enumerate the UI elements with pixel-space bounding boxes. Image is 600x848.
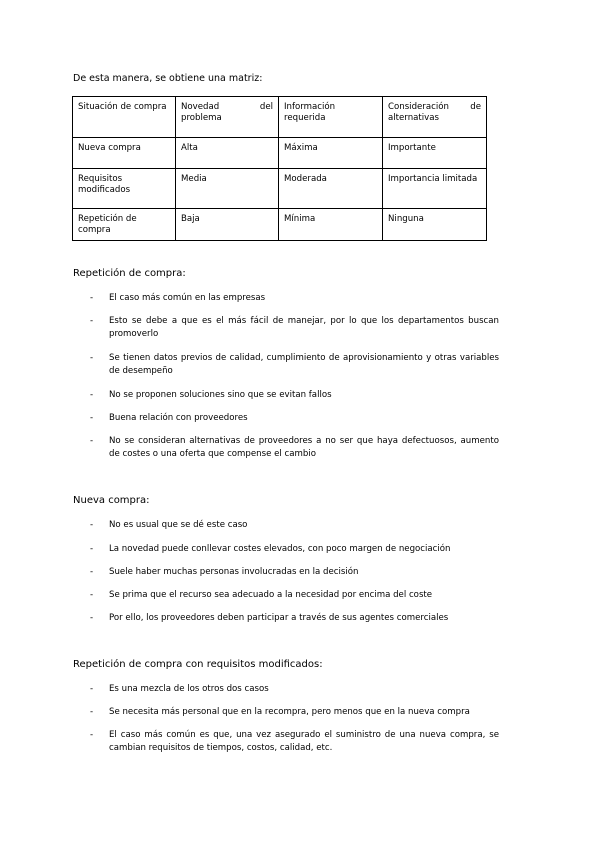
bullet-dash: -	[90, 707, 94, 717]
list-item: - El caso más común en las empresas	[90, 293, 266, 303]
list-item: - Se necesita más personal que en la recompra, pero menos que en la nueva compra	[90, 707, 470, 717]
bullet-dash: -	[90, 567, 94, 577]
list-item: - Por ello, los proveedores deben participar a través de sus agentes comerciales	[90, 613, 449, 623]
bullet-dash: -	[90, 613, 94, 623]
section-title: Repetición de compra con requisitos modificados:	[73, 659, 323, 670]
table-cell: Ninguna	[383, 209, 487, 241]
table-cell: Importante	[383, 138, 487, 169]
bullet-dash: -	[90, 353, 94, 363]
table-cell: Nueva compra	[73, 138, 176, 169]
table-cell: Repetición de compra	[73, 209, 176, 241]
table-header-cell: Situación de compra	[73, 97, 176, 138]
table-header-cell: Información requerida	[279, 97, 383, 138]
list-item: - La novedad puede conllevar costes elevados, con poco margen de negociación	[90, 544, 451, 554]
table-cell: Máxima	[279, 138, 383, 169]
table-cell: Requisitos modificados	[73, 169, 176, 209]
table-cell: Importancia limitada	[383, 169, 487, 209]
purchase-matrix-table	[72, 96, 487, 241]
intro-text: De esta manera, se obtiene una matriz:	[73, 73, 263, 84]
table-row	[73, 169, 487, 209]
bullet-dash: -	[90, 684, 94, 694]
list-item: - Esto se debe a que es el más fácil de manejar, por lo que los departamentos buscan promoverlo	[90, 316, 499, 339]
bullet-dash: -	[90, 544, 94, 554]
list-item: - Es una mezcla de los otros dos casos	[90, 684, 269, 694]
list-item: - Se tienen datos previos de calidad, cumplimiento de aprovisionamiento y otras variables de desempeño	[90, 353, 499, 376]
table-cell: Alta	[176, 138, 279, 169]
table-cell: Baja	[176, 209, 279, 241]
bullet-dash: -	[90, 436, 94, 446]
section-title: Repetición de compra:	[73, 268, 186, 279]
bullet-dash: -	[90, 390, 94, 400]
list-item: - El caso más común es que, una vez asegurado el suministro de una nueva compra, se cambian requisitos de tiempos, costos, calidad, etc.	[90, 730, 499, 753]
table-header-cell: Novedad del problema	[176, 97, 279, 138]
table-cell: Media	[176, 169, 279, 209]
table-row	[73, 138, 487, 169]
table-cell: Mínima	[279, 209, 383, 241]
table-cell: Moderada	[279, 169, 383, 209]
table-header-cell: Consideración de alternativas	[383, 97, 487, 138]
bullet-dash: -	[90, 520, 94, 530]
bullet-dash: -	[90, 730, 94, 740]
section-title: Nueva compra:	[73, 495, 150, 506]
bullet-dash: -	[90, 590, 94, 600]
list-item: - Suele haber muchas personas involucradas en la decisión	[90, 567, 359, 577]
list-item: - No se consideran alternativas de proveedores a no ser que haya defectuosos, aumento de costes o una oferta que compense el cambio	[90, 436, 499, 459]
list-item: - Buena relación con proveedores	[90, 413, 248, 423]
list-item: - No se proponen soluciones sino que se evitan fallos	[90, 390, 332, 400]
bullet-dash: -	[90, 316, 94, 326]
bullet-dash: -	[90, 413, 94, 423]
bullet-dash: -	[90, 293, 94, 303]
list-item: - Se prima que el recurso sea adecuado a la necesidad por encima del coste	[90, 590, 433, 600]
table-row	[73, 209, 487, 241]
list-item: - No es usual que se dé este caso	[90, 520, 248, 530]
table-header-row	[73, 97, 487, 138]
